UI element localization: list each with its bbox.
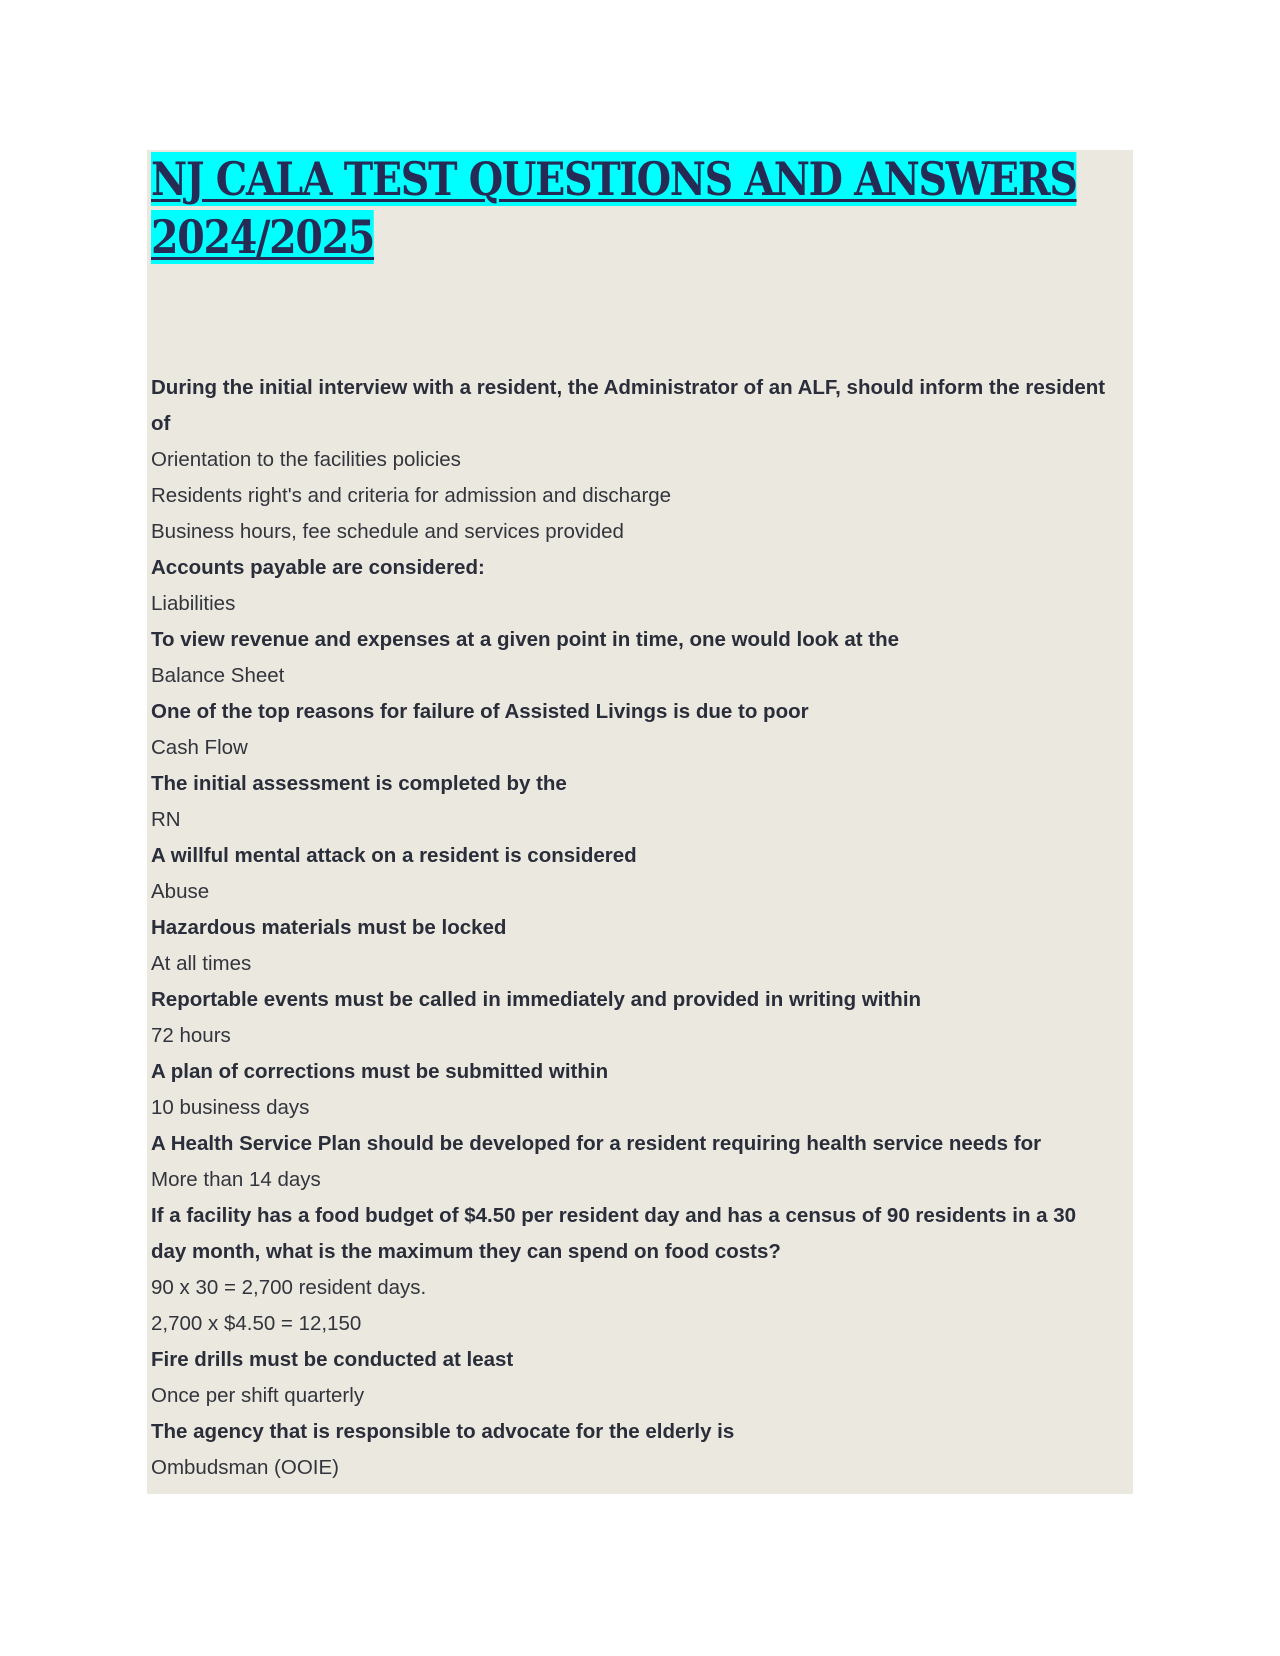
answer-text: At all times [151, 952, 252, 975]
answer-text: 90 x 30 = 2,700 resident days. [151, 1276, 427, 1299]
answer-text: Orientation to the facilities policies [151, 448, 461, 471]
question-text: If a facility has a food budget of $4.50 per resident day and has a census of 90 residents in a 30 [151, 1204, 1077, 1227]
question-text: During the initial interview with a resident, the Administrator of an ALF, should inform the resident [151, 376, 1106, 399]
answer-text: 2,700 x $4.50 = 12,150 [151, 1312, 362, 1335]
question-text: The agency that is responsible to advocate for the elderly is [151, 1420, 735, 1443]
question-text: One of the top reasons for failure of Assisted Livings is due to poor [151, 700, 809, 723]
title-line-1: NJ CALA TEST QUESTIONS AND ANSWERS [151, 152, 1077, 206]
question-text: A willful mental attack on a resident is considered [151, 844, 637, 867]
answer-text: Cash Flow [151, 736, 248, 759]
document-title [151, 150, 1097, 266]
question-text: of [151, 412, 171, 435]
answer-text: Balance Sheet [151, 664, 285, 687]
question-text: Reportable events must be called in immediately and provided in writing within [151, 988, 922, 1011]
answer-text: More than 14 days [151, 1168, 321, 1191]
question-text: The initial assessment is completed by the [151, 772, 567, 795]
answer-text: Abuse [151, 880, 210, 903]
question-text: A Health Service Plan should be developed for a resident requiring health service needs for [151, 1132, 1042, 1155]
answer-text: RN [151, 808, 181, 831]
question-text: day month, what is the maximum they can spend on food costs? [151, 1240, 781, 1263]
answer-text: Ombudsman (OOIE) [151, 1456, 339, 1479]
answer-text: Residents right's and criteria for admission and discharge [151, 484, 672, 507]
question-text: To view revenue and expenses at a given point in time, one would look at the [151, 628, 900, 651]
answer-text: 72 hours [151, 1024, 231, 1047]
question-text: A plan of corrections must be submitted within [151, 1060, 609, 1083]
answer-text: 10 business days [151, 1096, 310, 1119]
question-text: Hazardous materials must be locked [151, 916, 507, 939]
answer-text: Once per shift quarterly [151, 1384, 365, 1407]
question-answer-list [151, 370, 1131, 1486]
title-line-2: 2024/2025 [151, 210, 375, 264]
question-text: Fire drills must be conducted at least [151, 1348, 514, 1371]
question-text: Accounts payable are considered: [151, 556, 485, 579]
answer-text: Liabilities [151, 592, 236, 615]
answer-text: Business hours, fee schedule and services provided [151, 520, 624, 543]
